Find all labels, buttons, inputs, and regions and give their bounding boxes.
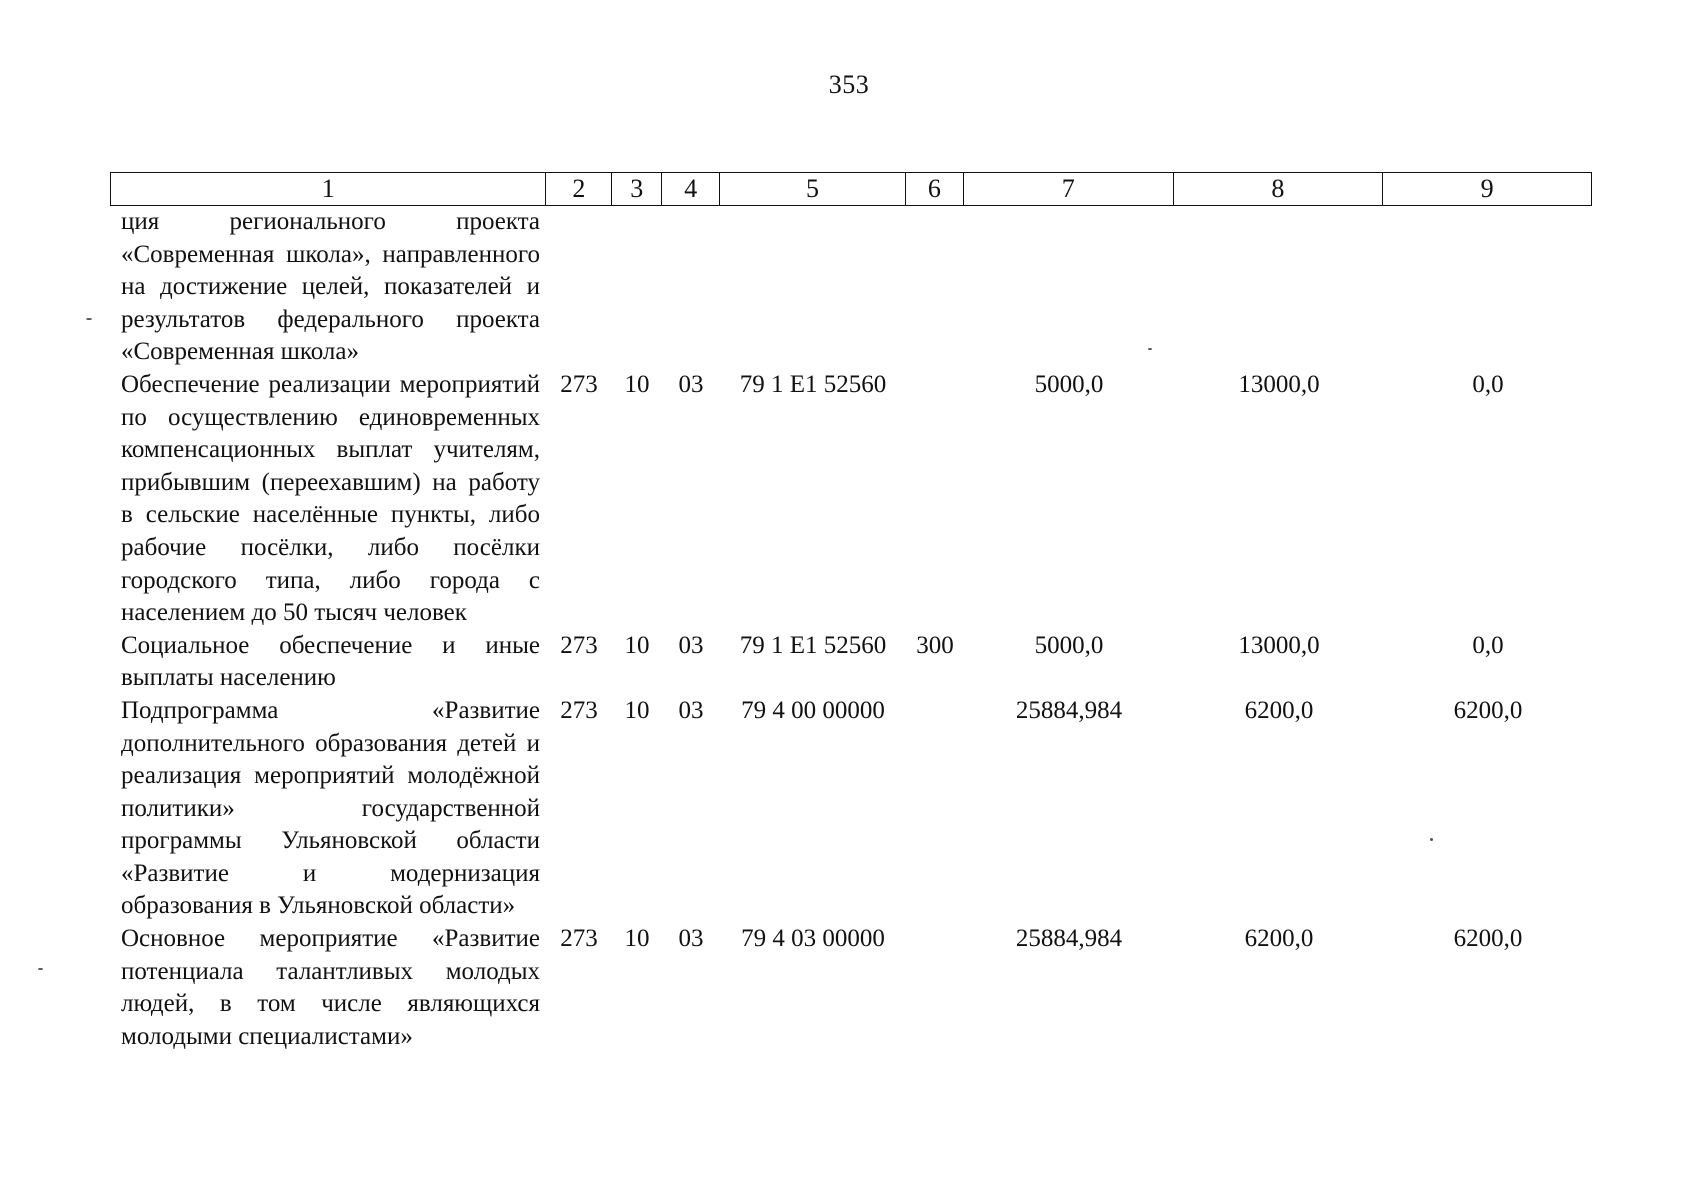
row-value-col-9: 0,0 [1472, 631, 1504, 659]
row-vr [906, 206, 964, 369]
row-grbs: 273 [560, 696, 598, 724]
table-row [110, 630, 1592, 695]
row-name: Обеспечение реализации мероприятий по осуществлению единовременных компенсационных выплат учителям, прибывшим (переехавшим) на работу в сельские населённые пункты, либо рабочие посёлки, либо посёлки городского типа, либо города с населением до 50 тысяч человек [121, 370, 540, 627]
row-value-col-8: 13000,0 [1238, 631, 1320, 659]
row-name: Основное мероприятие «Развитие потенциала талантливых молодых людей, в том числе являющихся молодыми специалистами» [121, 925, 540, 1050]
row-csr [720, 206, 906, 369]
row-vr [906, 923, 964, 1053]
row-value-col-7: 5000,0 [1034, 631, 1104, 659]
row-rz [612, 206, 662, 369]
header-col-1: 1 [111, 173, 546, 205]
row-pr: 03 [678, 696, 704, 724]
page-number: 353 [828, 70, 870, 99]
table-row [110, 695, 1592, 923]
header-col-7: 7 [964, 173, 1174, 205]
row-csr: 79 1 E1 52560 [739, 370, 887, 398]
row-csr: 79 4 03 00000 [741, 925, 885, 953]
row-value-col-7: 25884,984 [1015, 925, 1123, 953]
row-grbs [546, 206, 612, 369]
table-row [110, 923, 1592, 1053]
row-vr [906, 369, 964, 630]
row-value-col-9: 6200,0 [1453, 696, 1523, 724]
row-name: ция регионального проекта «Современная школа», направленного на достижение целей, показателей и результатов федерального проекта «Современная школа» [121, 208, 540, 366]
row-name: Подпрограмма «Развитие дополнительного образования детей и реализация мероприятий молодёжной политики» государственной программы Ульяновской области «Развитие и модернизация образования в Ульяновской области» [121, 696, 540, 920]
header-col-9: 9 [1480, 174, 1494, 203]
row-value-col-9 [1384, 206, 1592, 369]
row-grbs: 273 [560, 925, 598, 953]
scan-speck [1148, 348, 1152, 350]
row-rz: 10 [624, 631, 650, 659]
row-value-col-8: 6200,0 [1244, 696, 1314, 724]
table-header [110, 172, 1592, 206]
row-csr: 79 4 00 00000 [741, 696, 885, 724]
row-vr: 300 [916, 631, 954, 659]
header-col-5: 5 [720, 173, 906, 205]
header-col-4: 4 [662, 173, 720, 205]
row-value-col-9: 0,0 [1472, 370, 1504, 398]
header-col-2: 2 [546, 173, 612, 205]
scan-speck [86, 318, 92, 320]
header-col-8: 8 [1174, 173, 1384, 205]
row-grbs: 273 [560, 370, 598, 398]
row-value-col-7: 25884,984 [1015, 696, 1123, 724]
scan-speck [38, 968, 43, 970]
row-grbs: 273 [560, 631, 598, 659]
table-body [110, 206, 1592, 1053]
row-pr: 03 [678, 370, 704, 398]
row-rz: 10 [624, 925, 650, 953]
row-value-col-7 [964, 206, 1174, 369]
row-vr [906, 695, 964, 923]
row-value-col-8: 6200,0 [1244, 925, 1314, 953]
header-col-3: 3 [612, 173, 662, 205]
row-value-col-8 [1174, 206, 1384, 369]
table-row [110, 206, 1592, 369]
row-value-col-7: 5000,0 [1034, 370, 1104, 398]
row-name: Социальное обеспечение и иные выплаты населению [121, 631, 540, 692]
scan-speck [1430, 838, 1433, 841]
header-col-6: 6 [906, 173, 964, 205]
row-value-col-8: 13000,0 [1238, 370, 1320, 398]
row-pr: 03 [678, 925, 704, 953]
row-pr [662, 206, 720, 369]
row-pr: 03 [678, 631, 704, 659]
row-csr: 79 1 E1 52560 [739, 631, 887, 659]
row-rz: 10 [624, 370, 650, 398]
table-row [110, 369, 1592, 630]
row-rz: 10 [624, 696, 650, 724]
row-value-col-9: 6200,0 [1453, 925, 1523, 953]
